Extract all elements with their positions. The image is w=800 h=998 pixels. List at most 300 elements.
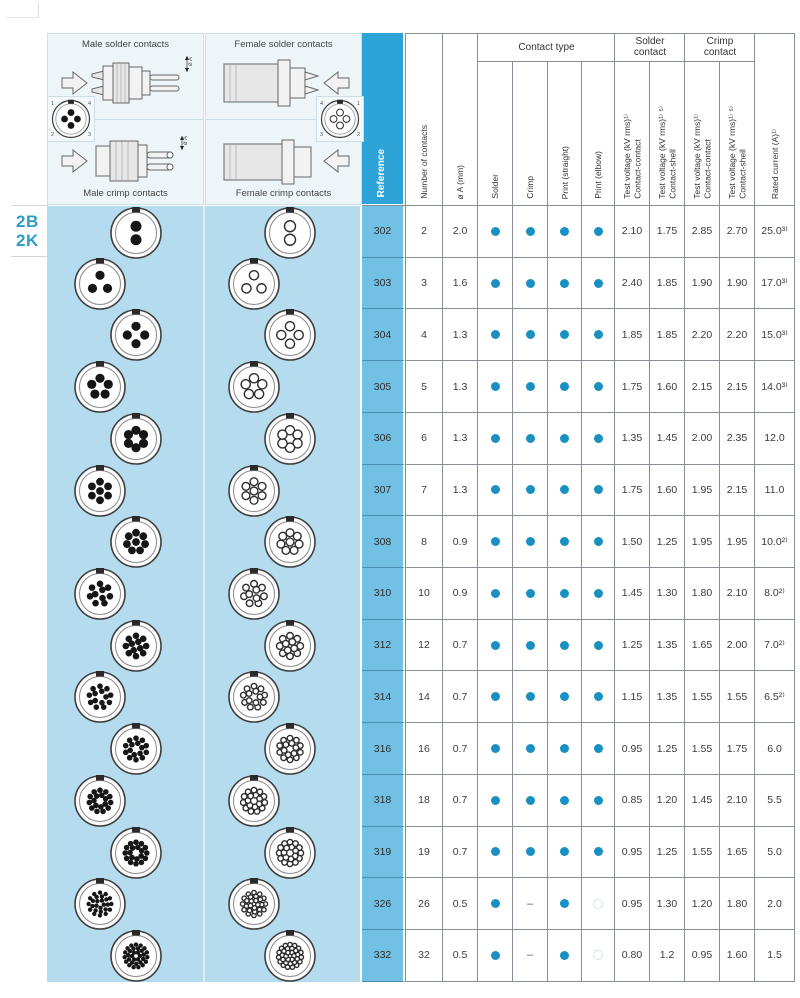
tv-solder-cc-cell: 0.80 [615, 930, 650, 982]
tv-solder-cs-cell: 1.85 [650, 258, 685, 310]
tv-solder-cc-cell: 1.75 [615, 465, 650, 517]
availability-dot [491, 330, 500, 339]
male-face-icon-326 [73, 877, 127, 931]
diameter-cell: 0.9 [443, 568, 478, 620]
tv-solder-cs-cell: 1.30 [650, 878, 685, 930]
table-row [362, 465, 795, 517]
print-elbow-cell [582, 206, 615, 258]
tv-crimp-cc-cell: 2.20 [685, 309, 720, 361]
pin-number: 4 [87, 101, 91, 107]
diameter-cell: 1.3 [443, 413, 478, 465]
tv-solder-cs-cell: 1.20 [650, 775, 685, 827]
availability-dot [526, 434, 535, 443]
female-crimp-label: Female crimp contacts [235, 188, 332, 199]
series-badge-line2: 2K [16, 231, 39, 250]
print-straight-cell [548, 620, 582, 672]
ref-cell: 302 [362, 206, 405, 258]
not-available-dash: – [526, 949, 534, 962]
tv-crimp-cs-cell: 2.00 [720, 620, 755, 672]
availability-dot [560, 434, 569, 443]
solder-cell [478, 775, 513, 827]
male-face-icon-332 [109, 929, 163, 982]
col-header-tv-crimp-contact-shell: Test voltage (kV rms)¹⁾ ⁵⁾ Contact-shell [720, 61, 755, 206]
availability-dot [594, 641, 603, 650]
panel-divider [203, 206, 205, 982]
crimp-cell [513, 723, 548, 775]
availability-dot [491, 485, 500, 494]
group-header-contact-type: Contact type [518, 41, 575, 53]
female-face-icon-318 [227, 774, 281, 828]
ref-cell: 310 [362, 568, 405, 620]
crimp-cell [513, 827, 548, 879]
series-badge-line1: 2B [16, 212, 39, 231]
female-solder-label: Female solder contacts [234, 39, 333, 50]
tv-crimp-cc-cell: 2.15 [685, 361, 720, 413]
tv-solder-cs-cell: 1.25 [650, 516, 685, 568]
availability-dot [526, 537, 535, 546]
diameter-cell: 0.7 [443, 620, 478, 672]
table-row [362, 930, 795, 982]
tv-solder-cc-cell: 1.35 [615, 413, 650, 465]
contact-layout-panel [47, 206, 360, 982]
series-badge [11, 205, 48, 257]
availability-open-circle [593, 899, 603, 909]
diameter-cell: 1.3 [443, 465, 478, 517]
tv-solder-cc-cell: 0.85 [615, 775, 650, 827]
diameter-cell: 0.7 [443, 723, 478, 775]
tv-crimp-cc-cell: 1.95 [685, 516, 720, 568]
tv-crimp-cc-cell: 1.80 [685, 568, 720, 620]
availability-dot [594, 279, 603, 288]
print-straight-cell [548, 465, 582, 517]
ref-cell: 316 [362, 723, 405, 775]
availability-dot [491, 899, 500, 908]
pin-number: 2 [51, 132, 55, 138]
solder-cell [478, 930, 513, 982]
print-elbow-cell [582, 671, 615, 723]
female-face-icon-332 [263, 929, 317, 982]
ref-cell: 306 [362, 413, 405, 465]
male-face-icon-318 [73, 774, 127, 828]
male-solder-label: Male solder contacts [81, 39, 170, 50]
pin-number: 3 [320, 132, 324, 138]
availability-dot [491, 951, 500, 960]
solder-cell [478, 309, 513, 361]
print-straight-cell [548, 413, 582, 465]
availability-dot [560, 744, 569, 753]
availability-dot [491, 382, 500, 391]
availability-dot [560, 951, 569, 960]
diameter-cell: 0.9 [443, 516, 478, 568]
rated-current-cell: 12.0 [755, 413, 795, 465]
print-elbow-cell [582, 930, 615, 982]
col-header-number-of-contacts: Number of contacts [405, 33, 443, 206]
availability-dot [526, 692, 535, 701]
crimp-cell [513, 671, 548, 723]
rated-current-cell: 5.0 [755, 827, 795, 879]
female-face-icon-310 [227, 567, 281, 621]
availability-dot [526, 796, 535, 805]
print-straight-cell [548, 516, 582, 568]
tv-crimp-cs-cell: 1.90 [720, 258, 755, 310]
tv-solder-cc-cell: 2.10 [615, 206, 650, 258]
solder-cell [478, 413, 513, 465]
contacts-cell: 8 [405, 516, 443, 568]
contacts-cell: 19 [405, 827, 443, 879]
tv-crimp-cc-cell: 1.65 [685, 620, 720, 672]
availability-dot [491, 744, 500, 753]
tv-solder-cc-cell: 1.75 [615, 361, 650, 413]
contacts-cell: 10 [405, 568, 443, 620]
tv-crimp-cs-cell: 2.20 [720, 309, 755, 361]
availability-dot [560, 641, 569, 650]
female-face-icon-302 [263, 206, 317, 260]
col-header-print-straight: Print (straight) [548, 61, 582, 206]
tv-solder-cc-cell: 1.50 [615, 516, 650, 568]
diameter-cell: 2.0 [443, 206, 478, 258]
print-straight-cell [548, 361, 582, 413]
availability-dot [560, 382, 569, 391]
print-elbow-cell [582, 361, 615, 413]
male-face-icon-306 [109, 412, 163, 466]
table-body [362, 206, 795, 982]
reference-column-header: Reference [362, 33, 405, 206]
ref-cell: 319 [362, 827, 405, 879]
contacts-cell: 2 [405, 206, 443, 258]
group-header-crimp-contact: Crimp contact [703, 36, 737, 58]
diameter-cell: 1.6 [443, 258, 478, 310]
availability-dot [491, 279, 500, 288]
crimp-cell [513, 775, 548, 827]
tv-solder-cs-cell: 1.2 [650, 930, 685, 982]
tv-solder-cs-cell: 1.25 [650, 827, 685, 879]
print-elbow-cell [582, 827, 615, 879]
not-available-dash: – [526, 897, 534, 910]
tv-crimp-cc-cell: 1.55 [685, 723, 720, 775]
tv-crimp-cs-cell: 1.75 [720, 723, 755, 775]
print-elbow-cell [582, 258, 615, 310]
ref-cell: 318 [362, 775, 405, 827]
table-row [362, 309, 795, 361]
male-face-icon-316 [109, 722, 163, 776]
table-row [362, 258, 795, 310]
rated-current-cell: 1.5 [755, 930, 795, 982]
table-row [362, 568, 795, 620]
availability-dot [594, 382, 603, 391]
female-face-icon-314 [227, 670, 281, 724]
availability-dot [594, 537, 603, 546]
male-face-icon-312 [109, 619, 163, 673]
availability-dot [560, 899, 569, 908]
ref-cell: 304 [362, 309, 405, 361]
print-elbow-cell [582, 465, 615, 517]
availability-dot [560, 796, 569, 805]
connector-face-icon [51, 99, 91, 139]
availability-dot [491, 847, 500, 856]
pin-number: 4 [320, 101, 324, 107]
table-row [362, 827, 795, 879]
tv-crimp-cs-cell: 2.15 [720, 465, 755, 517]
pin-number: 1 [51, 101, 55, 107]
pin-number: 3 [87, 132, 91, 138]
tv-solder-cc-cell: 1.15 [615, 671, 650, 723]
male-face-icon-310 [73, 567, 127, 621]
table-row [362, 206, 795, 258]
tv-crimp-cc-cell: 2.00 [685, 413, 720, 465]
availability-dot [594, 485, 603, 494]
table-header [362, 33, 795, 206]
contacts-cell: 4 [405, 309, 443, 361]
male-face-icon-319 [109, 826, 163, 880]
diameter-cell: 1.3 [443, 309, 478, 361]
print-elbow-cell [582, 878, 615, 930]
availability-dot [526, 485, 535, 494]
availability-dot [594, 692, 603, 701]
tv-solder-cc-cell: 1.25 [615, 620, 650, 672]
rated-current-cell: 10.0²⁾ [755, 516, 795, 568]
ref-cell: 314 [362, 671, 405, 723]
print-elbow-cell [582, 723, 615, 775]
crimp-cell [513, 465, 548, 517]
male-face-icon-305 [73, 360, 127, 414]
tv-solder-cs-cell: 1.60 [650, 465, 685, 517]
availability-dot [560, 537, 569, 546]
col-header-solder: Solder [478, 61, 513, 206]
male-face-icon-303 [73, 257, 127, 311]
col-header-tv-crimp-contact-contact: Test voltage (kV rms)¹⁾ Contact-contact [685, 61, 720, 206]
rated-current-cell: 17.0³⁾ [755, 258, 795, 310]
spec-table [362, 33, 795, 982]
crimp-cell [513, 309, 548, 361]
availability-dot [491, 692, 500, 701]
male-face-view [47, 96, 95, 142]
diameter-cell: 1.3 [443, 361, 478, 413]
male-crimp-label: Male crimp contacts [83, 188, 168, 199]
table-row [362, 516, 795, 568]
tv-solder-cs-cell: 1.75 [650, 206, 685, 258]
tv-crimp-cc-cell: 1.90 [685, 258, 720, 310]
availability-dot [594, 227, 603, 236]
tv-crimp-cc-cell: 1.95 [685, 465, 720, 517]
female-face-icon-312 [263, 619, 317, 673]
diameter-cell: 0.5 [443, 930, 478, 982]
availability-dot [526, 744, 535, 753]
print-elbow-cell [582, 413, 615, 465]
availability-dot [491, 589, 500, 598]
tv-crimp-cs-cell: 1.65 [720, 827, 755, 879]
table-row [362, 723, 795, 775]
table-row [362, 361, 795, 413]
page-corner-tab [6, 2, 39, 18]
print-straight-cell [548, 258, 582, 310]
col-header-print-elbow: Print (elbow) [582, 61, 615, 206]
rated-current-cell: 15.0³⁾ [755, 309, 795, 361]
crimp-cell [513, 620, 548, 672]
print-straight-cell [548, 206, 582, 258]
ref-cell: 312 [362, 620, 405, 672]
crimp-cell [513, 878, 548, 930]
contacts-cell: 5 [405, 361, 443, 413]
availability-dot [526, 641, 535, 650]
availability-dot [491, 227, 500, 236]
contacts-cell: 16 [405, 723, 443, 775]
contacts-cell: 32 [405, 930, 443, 982]
print-elbow-cell [582, 775, 615, 827]
diameter-cell: 0.5 [443, 878, 478, 930]
print-straight-cell [548, 723, 582, 775]
pin-number: 2 [356, 132, 360, 138]
col-header-tv-solder-contact-contact: Test voltage (kV rms)¹⁾ Contact-contact [615, 61, 650, 206]
print-elbow-cell [582, 568, 615, 620]
tv-crimp-cs-cell: 2.35 [720, 413, 755, 465]
table-row [362, 413, 795, 465]
tv-crimp-cs-cell: 1.95 [720, 516, 755, 568]
print-straight-cell [548, 930, 582, 982]
solder-cell [478, 465, 513, 517]
contacts-cell: 14 [405, 671, 443, 723]
tv-crimp-cc-cell: 0.95 [685, 930, 720, 982]
contacts-cell: 7 [405, 465, 443, 517]
female-face-icon-326 [227, 877, 281, 931]
print-elbow-cell [582, 620, 615, 672]
diameter-cell: 0.7 [443, 671, 478, 723]
ref-cell: 332 [362, 930, 405, 982]
ref-cell: 307 [362, 465, 405, 517]
rated-current-cell: 14.0³⁾ [755, 361, 795, 413]
rated-current-cell: 7.0²⁾ [755, 620, 795, 672]
tv-solder-cs-cell: 1.35 [650, 671, 685, 723]
contacts-cell: 26 [405, 878, 443, 930]
female-face-icon-305 [227, 360, 281, 414]
tv-solder-cc-cell: 1.85 [615, 309, 650, 361]
availability-dot [560, 847, 569, 856]
contacts-cell: 18 [405, 775, 443, 827]
tv-solder-cc-cell: 0.95 [615, 723, 650, 775]
pin-number: 1 [356, 101, 360, 107]
contacts-cell: 6 [405, 413, 443, 465]
female-face-view [316, 96, 364, 142]
solder-cell [478, 878, 513, 930]
crimp-cell [513, 258, 548, 310]
col-header-crimp: Crimp [513, 61, 548, 206]
female-face-icon-316 [263, 722, 317, 776]
table-row [362, 671, 795, 723]
solder-cell [478, 827, 513, 879]
print-straight-cell [548, 309, 582, 361]
availability-dot [560, 330, 569, 339]
ref-cell: 305 [362, 361, 405, 413]
print-straight-cell [548, 878, 582, 930]
tv-solder-cs-cell: 1.25 [650, 723, 685, 775]
tv-solder-cc-cell: 0.95 [615, 878, 650, 930]
male-face-icon-304 [109, 308, 163, 362]
availability-dot [594, 847, 603, 856]
crimp-cell [513, 516, 548, 568]
tv-crimp-cc-cell: 1.20 [685, 878, 720, 930]
availability-dot [491, 641, 500, 650]
tv-solder-cs-cell: 1.60 [650, 361, 685, 413]
availability-dot [560, 589, 569, 598]
diameter-cell: 0.7 [443, 827, 478, 879]
tv-crimp-cs-cell: 2.10 [720, 775, 755, 827]
female-contacts-illustration [205, 33, 362, 205]
rated-current-cell: 11.0 [755, 465, 795, 517]
tv-solder-cc-cell: 2.40 [615, 258, 650, 310]
tv-crimp-cc-cell: 2.85 [685, 206, 720, 258]
female-face-icon-304 [263, 308, 317, 362]
solder-cell [478, 671, 513, 723]
tv-crimp-cs-cell: 1.55 [720, 671, 755, 723]
tv-crimp-cc-cell: 1.55 [685, 671, 720, 723]
col-header-diameter: ø A (mm) [443, 33, 478, 206]
print-elbow-cell [582, 516, 615, 568]
tv-crimp-cs-cell: 2.10 [720, 568, 755, 620]
availability-dot [560, 279, 569, 288]
availability-dot [526, 330, 535, 339]
table-row [362, 620, 795, 672]
tv-solder-cs-cell: 1.85 [650, 309, 685, 361]
col-header-tv-solder-contact-shell: Test voltage (kV rms)¹⁾ ⁵⁾ Contact-shell [650, 61, 685, 206]
diameter-cell: 0.7 [443, 775, 478, 827]
male-contacts-illustration [47, 33, 204, 205]
print-elbow-cell [582, 309, 615, 361]
availability-dot [526, 847, 535, 856]
tv-crimp-cs-cell: 1.80 [720, 878, 755, 930]
solder-cell [478, 516, 513, 568]
availability-dot [594, 744, 603, 753]
crimp-cell [513, 413, 548, 465]
solder-cell [478, 723, 513, 775]
ref-cell: 326 [362, 878, 405, 930]
crimp-cell [513, 930, 548, 982]
availability-dot [491, 796, 500, 805]
contacts-cell: 3 [405, 258, 443, 310]
male-face-icon-307 [73, 464, 127, 518]
male-face-icon-314 [73, 670, 127, 724]
table-row [362, 878, 795, 930]
solder-cell [478, 258, 513, 310]
group-header-solder-contact: Solder contact [633, 36, 667, 58]
availability-dot [491, 434, 500, 443]
availability-dot [560, 692, 569, 701]
contacts-cell: 12 [405, 620, 443, 672]
female-face-icon-319 [263, 826, 317, 880]
svg-text:ø A: ø A [183, 135, 189, 145]
dim-label: ø A [188, 56, 194, 66]
tv-solder-cs-cell: 1.35 [650, 620, 685, 672]
ref-cell: 308 [362, 516, 405, 568]
rated-current-cell: 6.0 [755, 723, 795, 775]
tv-crimp-cc-cell: 1.45 [685, 775, 720, 827]
tv-solder-cs-cell: 1.45 [650, 413, 685, 465]
tv-solder-cc-cell: 0.95 [615, 827, 650, 879]
rated-current-cell: 5.5 [755, 775, 795, 827]
availability-dot [594, 796, 603, 805]
tv-crimp-cs-cell: 2.70 [720, 206, 755, 258]
solder-cell [478, 568, 513, 620]
male-face-icon-302 [109, 206, 163, 260]
availability-dot [526, 382, 535, 391]
crimp-cell [513, 568, 548, 620]
availability-dot [594, 589, 603, 598]
availability-dot [594, 434, 603, 443]
female-face-icon-303 [227, 257, 281, 311]
tv-crimp-cs-cell: 1.60 [720, 930, 755, 982]
tv-crimp-cs-cell: 2.15 [720, 361, 755, 413]
ref-cell: 303 [362, 258, 405, 310]
availability-dot [560, 227, 569, 236]
rated-current-cell: 2.0 [755, 878, 795, 930]
